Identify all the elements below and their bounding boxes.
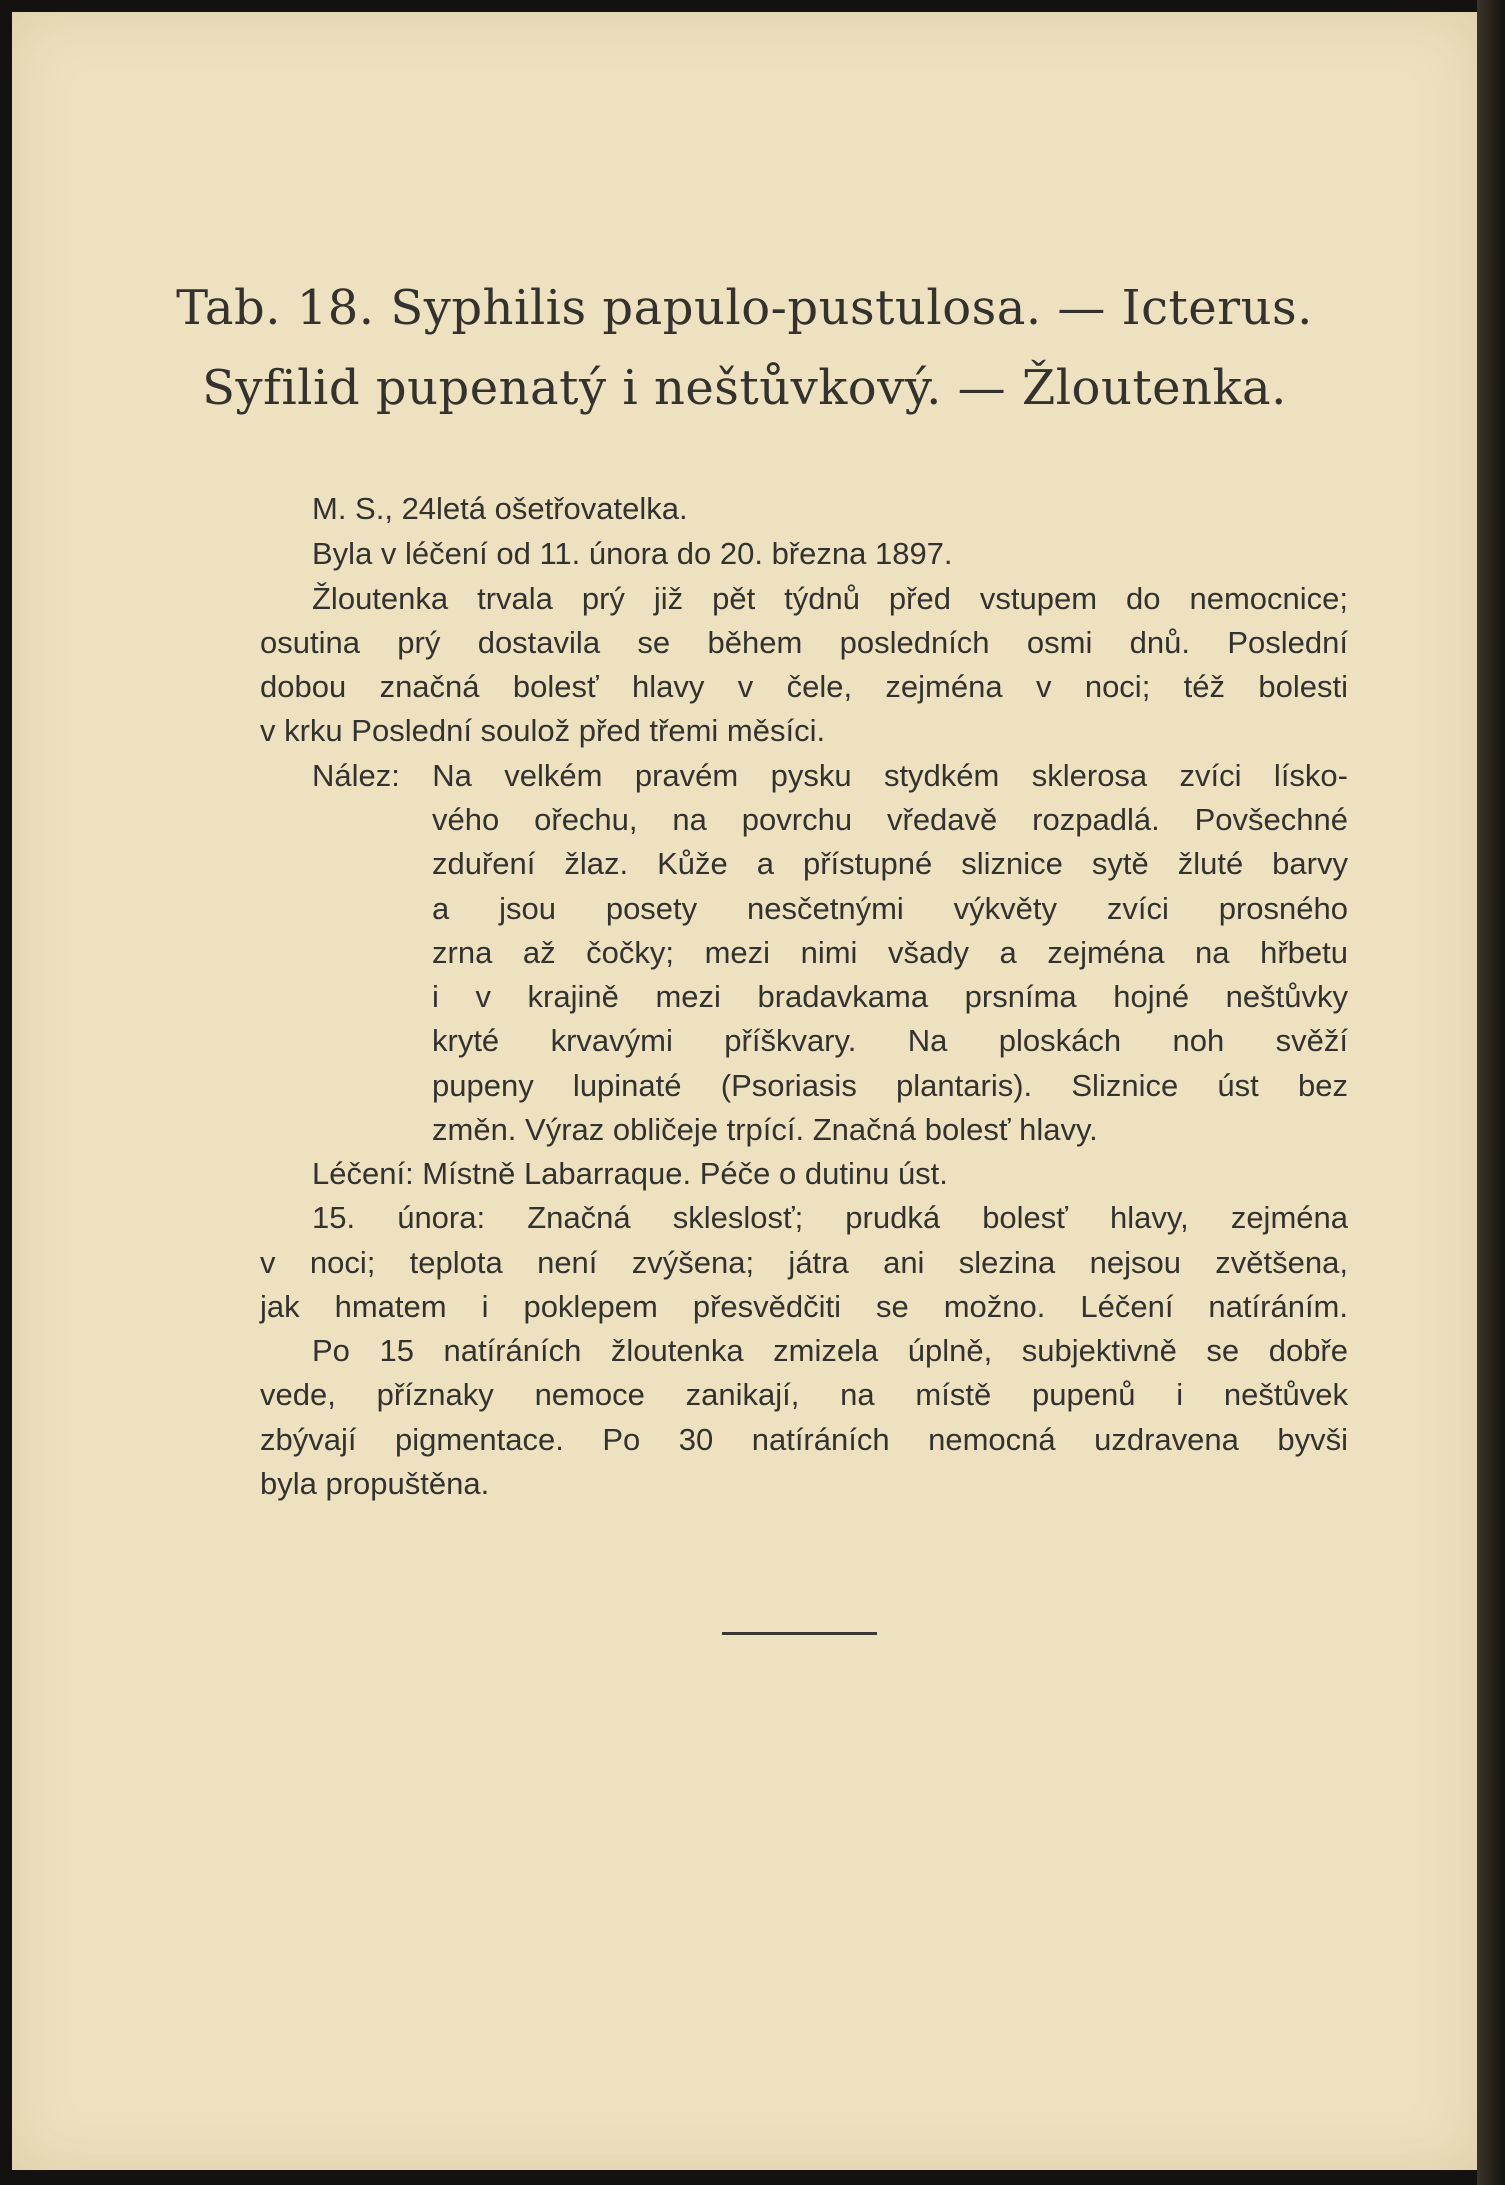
text-line: Léčení: Místně Labarraque. Péče o dutinu úst. [312,1156,948,1191]
text-line: zduření žlaz. Kůže a přístupné sliznice sytě žluté barvy [432,846,1348,881]
section-divider [722,1632,877,1635]
book-page [12,12,1477,2170]
text-line: zbývají pigmentace. Po 30 natíráních nemocná uzdravena byvši [260,1422,1348,1457]
text-line: v krku Poslední soulož před třemi měsíci. [260,713,826,748]
book-spine-edge [1477,0,1505,2185]
page-subtitle: Syfilid pupenatý i neštůvkový. — Žloutenka. [202,360,1287,416]
text-line: i v krajině mezi bradavkama prsníma hojné neštůvky [432,979,1348,1014]
text-line: vého ořechu, na povrchu vředavě rozpadlá. Povšechné [432,802,1348,837]
text-line: zrna až čočky; mezi nimi všady a zejména na hřbetu [432,935,1348,970]
text-line: Byla v léčení od 11. února do 20. března 1897. [312,536,953,571]
text-line: a jsou posety nesčetnými výkvěty zvíci prosného [432,891,1348,926]
text-line: osutina prý dostavila se během posledních osmi dnů. Poslední [260,625,1348,660]
text-line: pupeny lupinaté (Psoriasis plantaris). Sliznice úst bez [432,1068,1348,1103]
text-line: v noci; teplota není zvýšena; játra ani slezina nejsou zvětšena, [260,1245,1348,1280]
text-line: změn. Výraz obličeje trpící. Značná bolesť hlavy. [432,1112,1098,1147]
page-title: Tab. 18. Syphilis papulo-pustulosa. — Icterus. [176,280,1313,336]
text-line: 15. února: Značná skleslosť; prudká bolesť hlavy, zejména [312,1200,1348,1235]
text-line: jak hmatem i poklepem přesvědčiti se možno. Léčení natíráním. [260,1289,1348,1324]
text-line: dobou značná bolesť hlavy v čele, zejména v noci; též bolesti [260,669,1348,704]
text-line: Žloutenka trvala prý již pět týdnů před vstupem do nemocnice; [312,581,1348,616]
text-line: vede, příznaky nemoce zanikají, na místě pupenů i neštůvek [260,1377,1348,1412]
text-line: kryté krvavými příškvary. Na ploskách noh svěží [432,1023,1348,1058]
text-line: Po 15 natíráních žloutenka zmizela úplně, subjektivně se dobře [312,1333,1348,1368]
text-line: Nález: Na velkém pravém pysku stydkém sklerosa zvíci lísko- [312,758,1348,793]
text-line: byla propuštěna. [260,1466,490,1501]
text-line: M. S., 24letá ošetřovatelka. [312,491,688,526]
page-text [12,12,1477,2170]
